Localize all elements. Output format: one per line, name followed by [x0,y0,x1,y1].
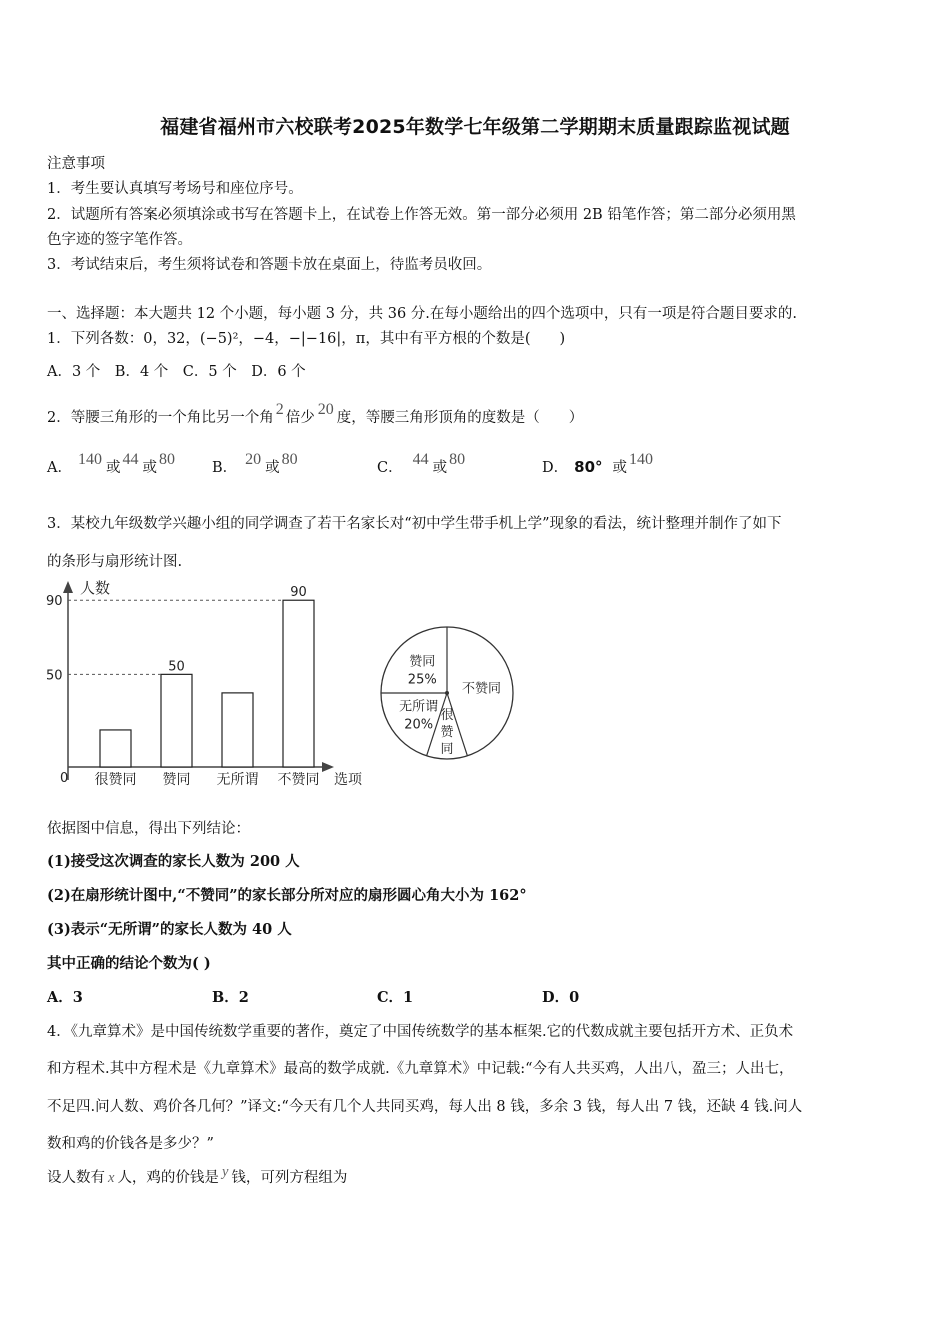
pie-slice-percent: 20% [404,717,434,733]
option-b [212,451,302,477]
pie-slice-label: 无所谓 [399,699,439,715]
option-value: 44 [412,451,429,468]
x-tick-label: 不赞同 [277,772,320,788]
bar-chart [40,575,380,790]
option-value: 20 [245,451,262,468]
page-title: 福建省福州市六校联考2025年数学七年级第二学期期末质量跟踪监视试题 [160,116,790,138]
conclusion-intro: 依据图中信息，得出下列结论： [47,821,250,837]
question-3-option-b: B．2 [212,989,249,1006]
conclusion-1: (1)接受这次调查的家长人数为 200 人 [47,853,300,870]
option-value: 80° [574,458,603,476]
pie-slice-label: 赞同 [409,654,436,670]
y-tick-label: 90 [46,594,63,610]
question-4-text: 人，鸡的价钱是 [117,1170,219,1186]
pie-center [445,691,449,695]
option-value: 140 [629,451,654,468]
option-value: 80 [281,451,298,468]
question-4-text: 钱，可列方程组为 [231,1170,348,1186]
origin-label: 0 [60,771,69,786]
question-4-line-2: 和方程术.其中方程术是《九章算术》最高的数学成就.《九章算术》中记载:“今有人共买鸡，人出八，盈三；人出七， [47,1061,794,1077]
section-heading: 一、选择题：本大题共 12 个小题，每小题 3 分，共 36 分.在每小题给出的四个选项中，只有一项是符合题目要求的. [47,306,797,322]
question-2-stem [47,401,584,427]
notice-item-2-cont: 色字迹的签字笔作答。 [47,232,192,248]
bar [283,600,314,767]
option-label: C． [377,460,403,476]
x-axis-arrow-icon [322,762,334,772]
question-2-number: 2 [275,401,284,418]
option-or: 或 [432,460,448,476]
variable-x: x [108,1170,115,1186]
pie-slice-label: 赞 [440,725,454,740]
notice-item-2: 2．试题所有答案必须填涂或书写在答题卡上，在试卷上作答无效。第一部分必须用 2B 铅笔作答；第二部分必须用黑 [47,207,796,223]
question-1-stem: 1．下列各数：0，32，(−5)²，−4，−|−16|，π，其中有平方根的个数是( ) [47,331,566,347]
x-tick-label: 无所谓 [216,772,259,788]
option-value: 44 [122,451,139,468]
notice-heading: 注意事项 [47,156,105,172]
option-value: 80 [449,451,466,468]
conclusion-2: (2)在扇形统计图中,“不赞同”的家长部分所对应的扇形圆心角大小为 162° [47,887,527,904]
question-3-option-d: D．0 [542,989,580,1006]
question-4-line-3: 不足四.问人数、鸡价各几何？”译文:“今天有几个人共同买鸡，每人出 8 钱，多余 3 钱，每人出 7 钱，还缺 4 钱.问人 [47,1099,803,1115]
question-2-stem-part: 2．等腰三角形的一个角比另一个角 [47,410,274,426]
option-or: 或 [265,460,280,476]
conclusion-3: (3)表示“无所谓”的家长人数为 40 人 [47,921,292,938]
variable-y: y [221,1164,229,1180]
y-axis-arrow-icon [63,581,73,593]
question-2-stem-part: 倍少 [285,410,315,426]
bar-data-label: 50 [168,659,185,675]
question-3-option-c: C．1 [377,989,414,1006]
question-3-stem-cont: 的条形与扇形统计图. [47,554,183,570]
question-2-number: 20 [317,401,334,418]
question-1-options: A．3 个 B．4 个 C．5 个 D．6 个 [47,364,306,380]
bar-data-label: 90 [290,585,307,601]
option-label: B． [212,460,238,476]
pie-chart [372,618,522,768]
option-d [542,451,657,477]
bar [222,693,253,767]
pie-slice-label: 很 [440,708,454,723]
x-axis-label: 选项 [334,772,362,788]
option-label: D． [542,460,569,476]
question-4-line-4: 数和鸡的价钱各是多少？” [47,1136,214,1152]
option-or: 或 [105,460,121,476]
question-3-ask: 其中正确的结论个数为( ) [47,955,211,972]
question-3-option-a: A．3 [47,989,83,1006]
question-3-stem: 3．某校九年级数学兴趣小组的同学调查了若干名家长对“初中学生带手机上学”现象的看法，统计整理并制作了如下 [47,516,782,532]
bar [100,730,131,767]
option-c [377,451,469,477]
x-tick-label: 赞同 [162,772,191,788]
question-2-stem-part: 度，等腰三角形顶角的度数是（ ） [336,410,584,426]
pie-slice-label: 不赞同 [462,681,502,697]
option-a [47,451,179,477]
bar [161,674,192,767]
question-4-line-5 [47,1166,347,1187]
option-value: 140 [77,451,102,468]
option-label: A． [47,460,72,476]
option-or: 或 [612,460,628,476]
pie-slice-percent: 25% [407,672,437,688]
option-value: 80 [158,451,175,468]
pie-slice-label: 同 [440,742,454,757]
x-tick-label: 很赞同 [94,772,137,788]
question-4-text: 设人数有 [47,1170,105,1186]
option-or: 或 [142,460,157,476]
notice-item-1: 1．考生要认真填写考场号和座位序号。 [47,181,303,197]
question-4-line-1: 4．《九章算术》是中国传统数学重要的著作，奠定了中国传统数学的基本框架.它的代数成就主要包括开方术、正负术 [47,1024,794,1040]
y-tick-label: 50 [46,668,63,684]
notice-item-3: 3．考试结束后，考生须将试卷和答题卡放在桌面上，待监考员收回。 [47,257,492,273]
y-axis-label: 人数 [80,579,111,597]
